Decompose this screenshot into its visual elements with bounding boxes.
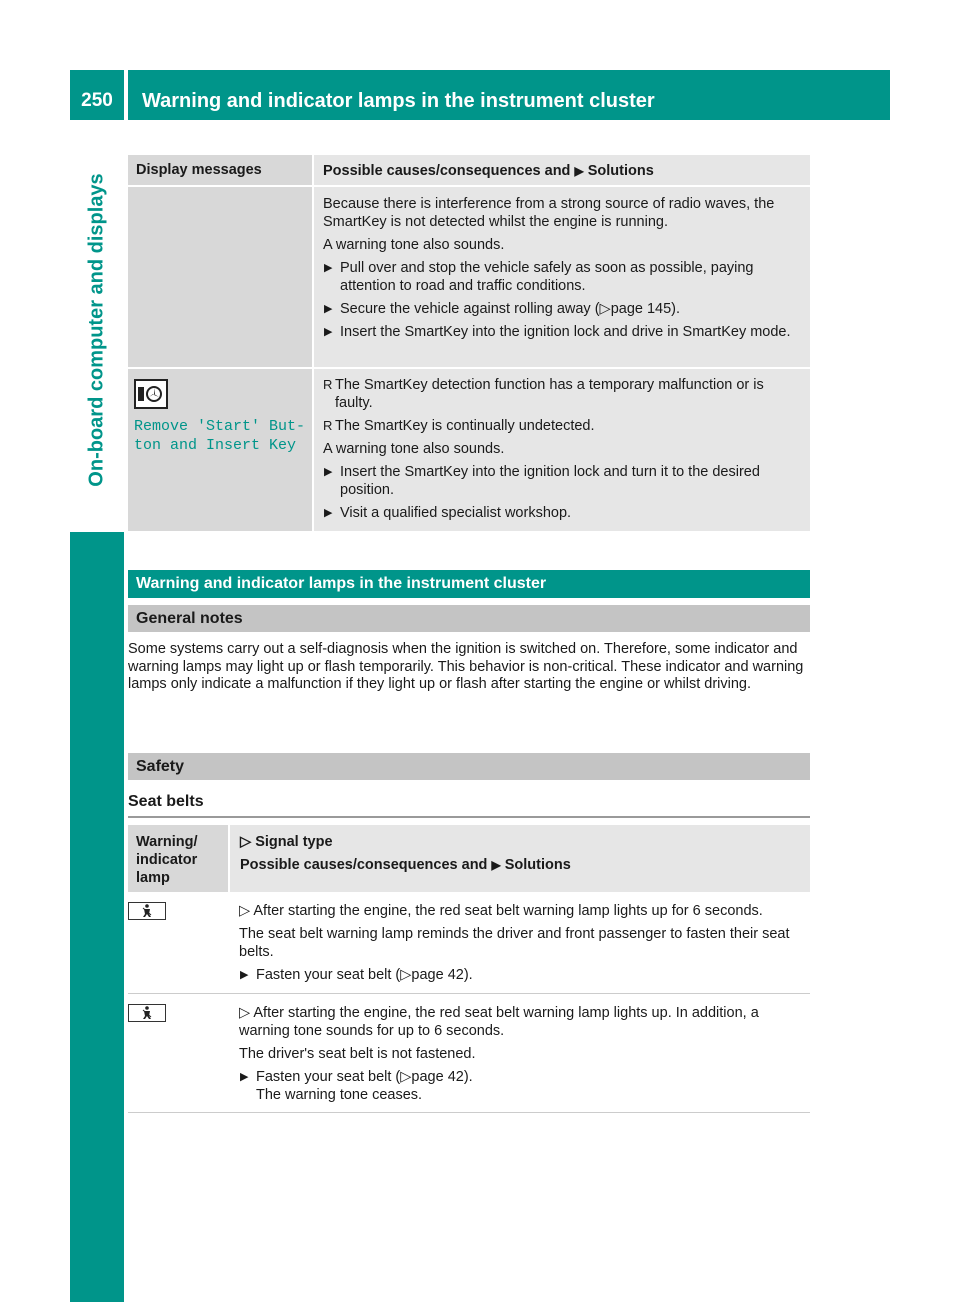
bullet-item: R The SmartKey is continually undetected. [323, 418, 595, 434]
page-number: 250 [70, 70, 124, 120]
subsection-safety: Safety [128, 753, 810, 780]
seat-belt-lamp [128, 902, 166, 925]
step-item: ▶ Secure the vehicle against rolling away (▷page 145). [324, 301, 681, 317]
col-header-signal: ▷ Signal type Possible causes/consequences and ▶ Solutions [230, 825, 810, 892]
signal-type-icon: ▷ [240, 834, 252, 850]
step-arrow-icon: ▶ [324, 303, 333, 315]
table-row: ▷ After starting the engine, the red seat belt warning lamp lights up. In addition, a warning tone sounds for up to 6 seconds. The driver's seat belt is not fastened. ▶ Fasten your seat belt (▷page 42). The warning tone ceases. [128, 1004, 810, 1109]
row-divider [128, 1112, 810, 1113]
table-cell-message [128, 369, 312, 531]
page-ref-link[interactable]: page 145). [610, 301, 681, 317]
step-arrow-icon: ▶ [324, 326, 333, 338]
table-cell-empty [128, 187, 312, 367]
general-notes-body: Some systems carry out a self-diagnosis when the ignition is switched on. Therefore, some indicator and warning lamps may light up or flash temporarily. This behavior is non-critical. These indicator and warning lamps only indicate a malfunction if they light up or flash after starting the engine or whilst driving. [128, 641, 804, 692]
table-row [314, 369, 810, 531]
page-header-title: Warning and indicator lamps in the instrument cluster [128, 70, 890, 120]
page-ref-icon: ▷ [599, 301, 611, 317]
row-tone: A warning tone also sounds. [323, 237, 505, 253]
seat-belt-lamp [128, 1004, 166, 1027]
subsection-general-notes: General notes [128, 605, 810, 632]
display-message-text: Remove 'Start' But‐ ton and Insert Key [134, 418, 306, 454]
seat-belt-icon [128, 902, 166, 920]
seat-belt-icon [128, 1004, 166, 1022]
page-ref-icon: ▷ [400, 967, 412, 983]
step-arrow-icon: ▶ [240, 969, 249, 981]
page-ref-link[interactable]: page 42). [411, 967, 473, 983]
table-row: ▷ After starting the engine, the red seat belt warning lamp lights up for 6 seconds. The seat belt warning lamp reminds the driver and front passenger to fasten their seat belts. ▶ Fasten your seat belt (▷page 42). [128, 902, 810, 992]
side-tab-label: On-board computer and displays [85, 173, 108, 487]
solution-arrow-icon: ▶ [574, 164, 584, 178]
solution-arrow-icon: ▶ [491, 858, 501, 872]
signal-icon: ▷ [239, 903, 251, 919]
heading-rule [128, 816, 810, 818]
step-item: ▶ Insert the SmartKey into the ignition lock and turn it to the desired position. [324, 464, 760, 498]
step-arrow-icon: ▶ [324, 507, 333, 519]
step-arrow-icon: ▶ [240, 1071, 249, 1083]
row-divider [128, 993, 810, 994]
step-item: ▶ Fasten your seat belt (▷page 42). The warning tone ceases. [240, 1069, 473, 1103]
page-ref-icon: ▷ [400, 1069, 412, 1085]
bullet-item: R The SmartKey detection function has a temporary malfunction or is faulty. [323, 377, 764, 411]
col-header-display-messages: Display messages [128, 155, 312, 185]
side-tab-block [70, 532, 124, 1302]
seat-belts-heading: Seat belts [128, 793, 204, 810]
step-arrow-icon: ▶ [324, 262, 333, 274]
row-tone: A warning tone also sounds. [323, 441, 505, 457]
page-ref-link[interactable]: page 42). [411, 1069, 473, 1085]
step-item: ▶ Fasten your seat belt (▷page 42). [240, 967, 473, 983]
col-header-solutions: Possible causes/consequences and ▶ Solutions [314, 155, 810, 185]
step-item: ▶ Insert the SmartKey into the ignition lock and drive in SmartKey mode. [324, 324, 791, 340]
step-arrow-icon: ▶ [324, 466, 333, 478]
signal-icon: ▷ [239, 1005, 251, 1021]
step-item: ▶ Pull over and stop the vehicle safely as soon as possible, paying attention to road and traffic conditions. [324, 260, 754, 294]
table-row [314, 187, 810, 367]
smartkey-icon [134, 379, 168, 409]
step-item: ▶ Visit a qualified specialist workshop. [324, 505, 572, 521]
section-title: Warning and indicator lamps in the instrument cluster [128, 570, 810, 598]
col-header-lamp: Warning/ indicator lamp [128, 825, 228, 892]
row-intro: Because there is interference from a strong source of radio waves, the SmartKey is not detected whilst the engine is running. [323, 196, 775, 230]
